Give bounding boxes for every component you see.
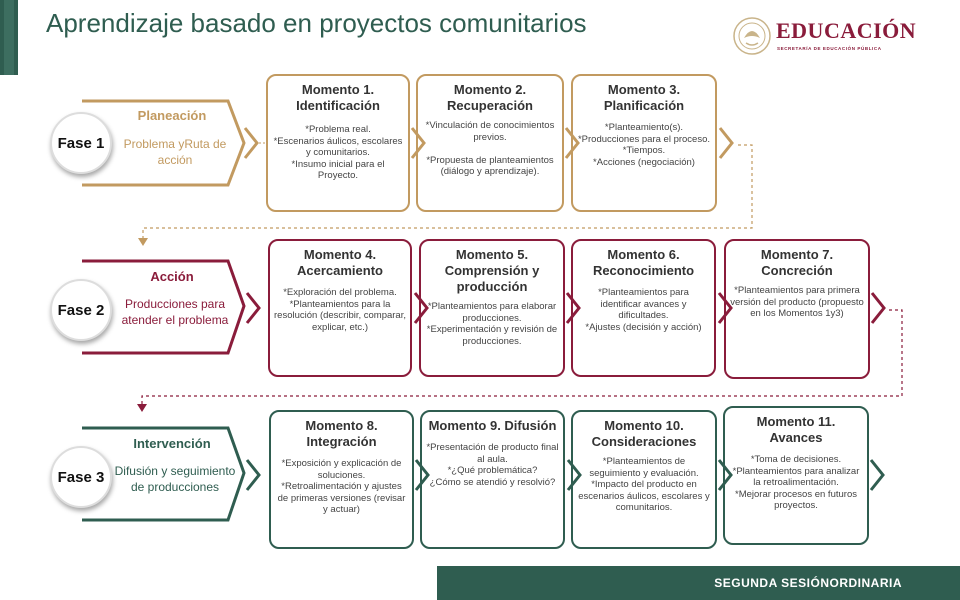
logo-text: EDUCACIÓN [776, 18, 917, 43]
logo-subtext: SECRETARÍA DE EDUCACIÓN PÚBLICA [777, 46, 882, 51]
moment-title: Momento 1. Identificación [296, 82, 380, 113]
moment-body: *Planteamiento(s). *Producciones para el proceso. *Tiempos. *Acciones (negociación) [577, 122, 711, 168]
moment-body: *Planteamientos para elaborar producciones. *Experimentación y revisión de producciones. [426, 301, 558, 347]
phase-3-body: Difusión y seguimiento de producciones [114, 464, 236, 494]
moment-title: Momento 11. Avances [756, 414, 836, 445]
moment-body: *Problema real. *Escenarios áulicos, escolares y comunitarios. *Insumo inicial para el Proyecto. [273, 124, 403, 181]
moment-title: Momento 7. Concreción [760, 247, 834, 278]
moment-title: Momento 4. Acercamiento [297, 247, 383, 278]
phase-1-badge: Fase 1 [50, 112, 112, 174]
footer-banner: SEGUNDA SESIÓNORDINARIA [437, 566, 960, 600]
moment-title: Momento 8. Integración [305, 418, 378, 449]
moment-title: Momento 2. Recuperación [447, 82, 533, 113]
moment-body: *Planteamientos para primera versión del producto (propuesto en los Momentos 1y3) [730, 285, 864, 319]
moment-body: *Planteamientos para identificar avances y dificultades. *Ajustes (decisión y acción) [585, 287, 702, 333]
moment-body: *Toma de decisiones. *Planteamientos para analizar la retroalimentación. *Mejorar procesos en futuros proyectos. [732, 454, 860, 511]
moment-title: Momento 9. Difusión [428, 418, 557, 433]
phase-1-heading: Planeación [137, 108, 207, 123]
moment-body: *Exploración del problema. *Planteamientos para la resolución (describir, comparar, explicar, etc.) [274, 287, 406, 333]
phase-2-badge: Fase 2 [50, 279, 112, 341]
moment-title: Momento 10. Consideraciones [591, 418, 697, 449]
page-title: Aprendizaje basado en proyectos comunitarios [46, 8, 587, 38]
moment-title: Momento 3. Planificación [603, 82, 685, 113]
moment-body: *Presentación de producto final al aula. *¿Qué problemática? ¿Cómo se atendió y resolvió? [426, 442, 559, 488]
phase-2-heading: Acción [150, 269, 194, 284]
phase-3-badge: Fase 3 [50, 446, 112, 508]
moment-body: *Exposición y explicación de soluciones. *Retroalimentación y ajustes de primeras versiones (revisar y actuar) [277, 458, 406, 515]
phase-2-body: Producciones para atender el problema [121, 297, 229, 327]
moment-body: *Planteamientos de seguimiento y evaluación. *Impacto del producto en escenarios áulicos, escolares y comunitarios. [578, 456, 710, 513]
moment-title: Momento 5. Comprensión y producción [444, 247, 540, 294]
phase-3-heading: Intervención [133, 436, 211, 451]
moment-body: *Vinculación de conocimientos previos. *Propuesta de planteamientos (diálogo y aprendizaje). [425, 120, 555, 177]
phase-1-body: Problema yRuta de acción [123, 137, 227, 167]
moment-title: Momento 6. Reconocimiento [592, 247, 695, 278]
